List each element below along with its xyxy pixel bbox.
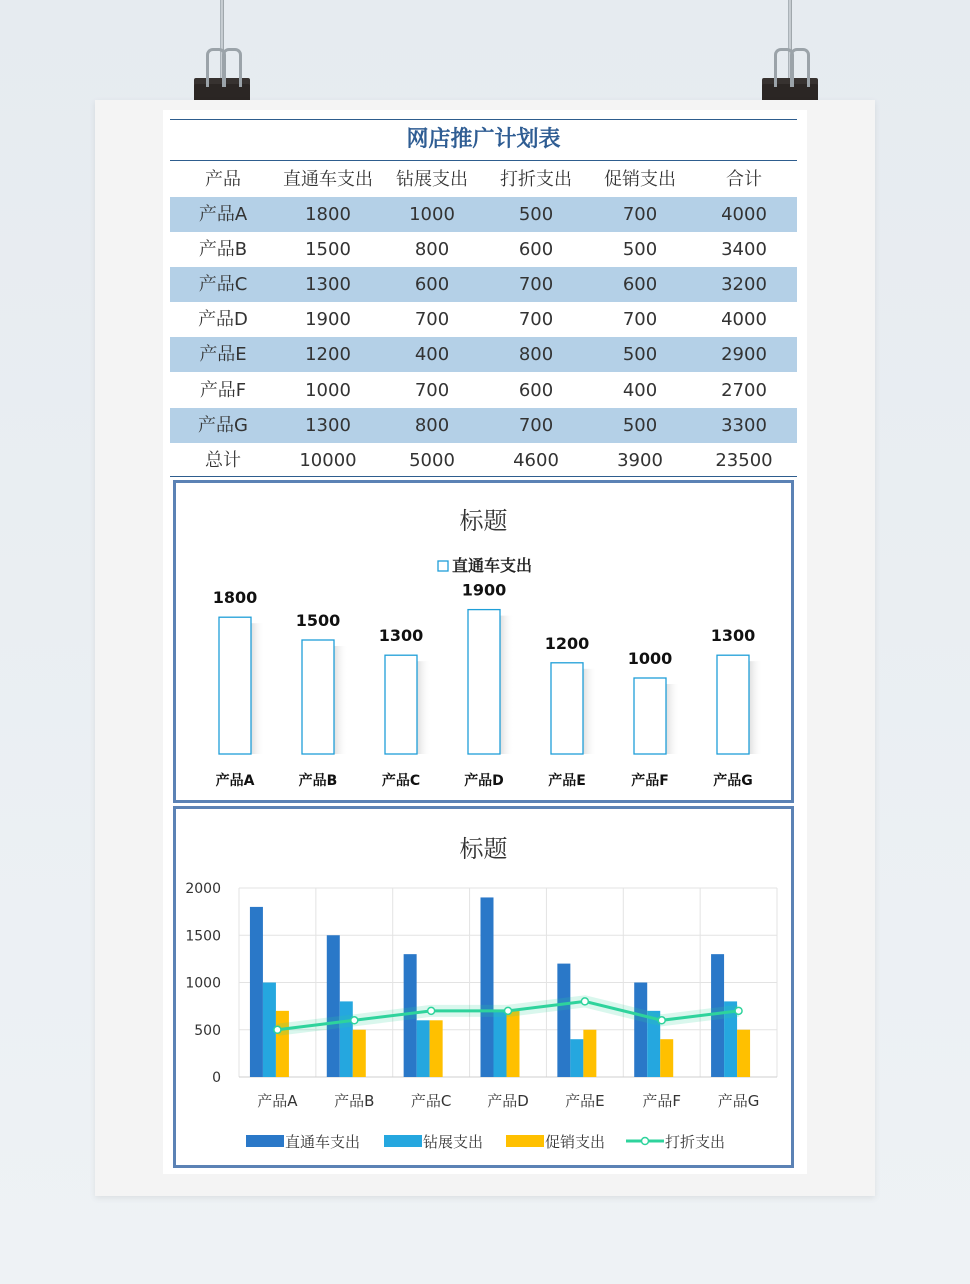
- table-cell: 钻展支出: [396, 169, 468, 190]
- y-tick-label: 1000: [185, 975, 221, 992]
- category-label: 产品E: [565, 1092, 605, 1110]
- table-cell: 400: [414, 344, 450, 366]
- bar-shadow: [500, 616, 514, 754]
- table-cell: 500: [518, 204, 554, 225]
- bar: [353, 1030, 366, 1077]
- row-label: 总计: [205, 450, 241, 471]
- data-label: 1800: [212, 588, 258, 608]
- chart-title: 标题: [459, 507, 508, 535]
- table-top-rule: [170, 119, 797, 120]
- row-label: 产品A: [198, 204, 248, 225]
- table-cell: 1000: [305, 379, 351, 401]
- chart-multi-series: [173, 806, 794, 1168]
- bar: [430, 1020, 443, 1077]
- category-label: 产品F: [631, 773, 669, 789]
- legend-swatch: [246, 1135, 284, 1147]
- bar: [385, 655, 417, 754]
- bar-shadow: [417, 661, 431, 754]
- table-cell: 合计: [726, 169, 762, 190]
- row-label: 产品G: [198, 414, 248, 436]
- chart-single-series: [173, 480, 794, 803]
- line-point: [351, 1017, 358, 1024]
- y-tick-label: 500: [194, 1022, 221, 1039]
- line-point: [274, 1026, 281, 1033]
- table-cell: 800: [414, 239, 450, 261]
- bar-shadow: [251, 623, 265, 754]
- table-row: [170, 373, 797, 408]
- table-cell: 10000: [299, 450, 357, 471]
- table-cell: 2700: [721, 379, 767, 401]
- row-label: 产品B: [198, 239, 248, 261]
- row-label: 产品C: [198, 274, 248, 296]
- table-cell: 600: [518, 379, 554, 401]
- bar: [660, 1039, 673, 1077]
- bar-shadow: [334, 646, 348, 754]
- row-label: 产品D: [198, 309, 248, 331]
- table-cell: 800: [518, 344, 554, 366]
- bar: [570, 1039, 583, 1077]
- line-point: [735, 1007, 742, 1014]
- data-label: 1200: [544, 633, 590, 653]
- category-label: 产品F: [642, 1092, 682, 1110]
- category-label: 产品C: [381, 773, 421, 789]
- bar: [634, 983, 647, 1078]
- bar: [219, 617, 251, 754]
- bar: [494, 1011, 507, 1077]
- table-cell: 500: [622, 414, 658, 436]
- data-label: 1000: [627, 649, 673, 668]
- bar: [250, 907, 263, 1077]
- bar: [717, 655, 749, 754]
- row-label: 产品F: [199, 379, 247, 401]
- table-cell: 直通车支出: [283, 169, 373, 190]
- data-label: 1300: [378, 626, 424, 646]
- bar: [327, 935, 340, 1077]
- bar: [481, 897, 494, 1077]
- bar: [340, 1001, 353, 1077]
- table-cell: 600: [518, 239, 554, 261]
- table-row: [170, 197, 797, 232]
- table-cell: 1000: [409, 204, 455, 225]
- line-point: [581, 998, 588, 1005]
- table-cell: 500: [622, 239, 658, 261]
- table-cell: 4000: [721, 204, 767, 225]
- category-label: 产品B: [298, 773, 338, 789]
- category-label: 产品G: [717, 1092, 760, 1110]
- row-label: 产品E: [199, 344, 247, 366]
- table-cell: 700: [414, 309, 450, 331]
- table-row: [170, 267, 797, 302]
- bar-shadow: [666, 684, 680, 754]
- table-cell: 500: [622, 344, 658, 366]
- data-label: 1500: [295, 611, 341, 630]
- table-row: [170, 302, 797, 337]
- legend-swatch: [506, 1135, 544, 1147]
- y-tick-label: 2000: [185, 881, 221, 897]
- table-total-row: [170, 443, 797, 478]
- legend-label: 促销支出: [545, 1133, 606, 1151]
- legend-swatch: [438, 561, 448, 571]
- table-cell: 4000: [721, 309, 767, 331]
- category-label: 产品G: [713, 773, 753, 789]
- category-label: 产品D: [464, 773, 504, 789]
- legend-marker: [642, 1138, 649, 1145]
- legend-swatch: [384, 1135, 422, 1147]
- table-row: [170, 337, 797, 372]
- table-row: [170, 232, 797, 267]
- table-cell: 400: [622, 379, 658, 401]
- table-cell: 3300: [721, 414, 767, 436]
- bar: [737, 1030, 750, 1077]
- bar: [417, 1020, 430, 1077]
- table-cell: 1300: [305, 274, 351, 296]
- line-point: [428, 1007, 435, 1014]
- table-cell: 700: [622, 204, 658, 225]
- row-label: 产品: [205, 169, 241, 190]
- bar: [507, 1011, 520, 1077]
- chart-1-plot: [176, 483, 791, 800]
- table-cell: 1900: [305, 309, 351, 331]
- table-header-row: [170, 162, 797, 197]
- category-label: 产品A: [215, 773, 255, 789]
- bar-shadow: [749, 661, 763, 754]
- table-cell: 600: [622, 274, 658, 296]
- data-label: 1300: [710, 626, 756, 646]
- legend-label: 直通车支出: [285, 1133, 361, 1151]
- table-row: [170, 408, 797, 443]
- category-label: 产品D: [487, 1092, 529, 1110]
- chart-2-plot: [176, 809, 791, 1165]
- bar: [634, 678, 666, 754]
- table-bottom-rule: [170, 476, 797, 477]
- table-cell: 促销支出: [604, 169, 676, 190]
- line-point: [658, 1017, 665, 1024]
- bar: [557, 964, 570, 1077]
- table-title: 网店推广计划表: [406, 126, 561, 152]
- table-cell: 2900: [721, 344, 767, 366]
- legend-label: 打折支出: [665, 1133, 726, 1151]
- table-cell: 1800: [305, 204, 351, 225]
- table-cell: 700: [518, 274, 554, 296]
- table-cell: 3200: [721, 274, 767, 296]
- table-cell: 800: [414, 414, 450, 436]
- legend-label: 直通车支出: [452, 556, 533, 575]
- table-cell: 600: [414, 274, 450, 296]
- table-cell: 700: [414, 379, 450, 401]
- table-cell: 4600: [513, 450, 559, 471]
- category-label: 产品B: [334, 1092, 375, 1110]
- y-tick-label: 0: [212, 1070, 221, 1086]
- data-label: 1900: [461, 580, 507, 600]
- bar: [583, 1030, 596, 1077]
- bar-shadow: [583, 669, 597, 754]
- table-cell: 1200: [305, 344, 351, 366]
- table-cell: 1300: [305, 414, 351, 436]
- legend-label: 钻展支出: [423, 1133, 484, 1151]
- table-cell: 5000: [409, 450, 455, 471]
- table-cell: 23500: [715, 450, 773, 471]
- table-cell: 3400: [721, 239, 767, 261]
- table-title-rule: [170, 160, 797, 161]
- y-tick-label: 1500: [185, 928, 221, 945]
- line-point: [505, 1007, 512, 1014]
- category-label: 产品E: [548, 773, 586, 789]
- chart-title: 标题: [459, 835, 508, 863]
- bar: [302, 640, 334, 754]
- bar: [468, 610, 500, 754]
- bar: [276, 1011, 289, 1077]
- table-cell: 1500: [305, 239, 351, 261]
- table-cell: 打折支出: [500, 169, 572, 190]
- table-cell: 700: [622, 309, 658, 331]
- table-cell: 700: [518, 414, 554, 436]
- category-label: 产品A: [257, 1092, 298, 1110]
- table-cell: 3900: [617, 450, 663, 471]
- bar: [551, 663, 583, 754]
- category-label: 产品C: [410, 1092, 452, 1110]
- table-cell: 700: [518, 309, 554, 331]
